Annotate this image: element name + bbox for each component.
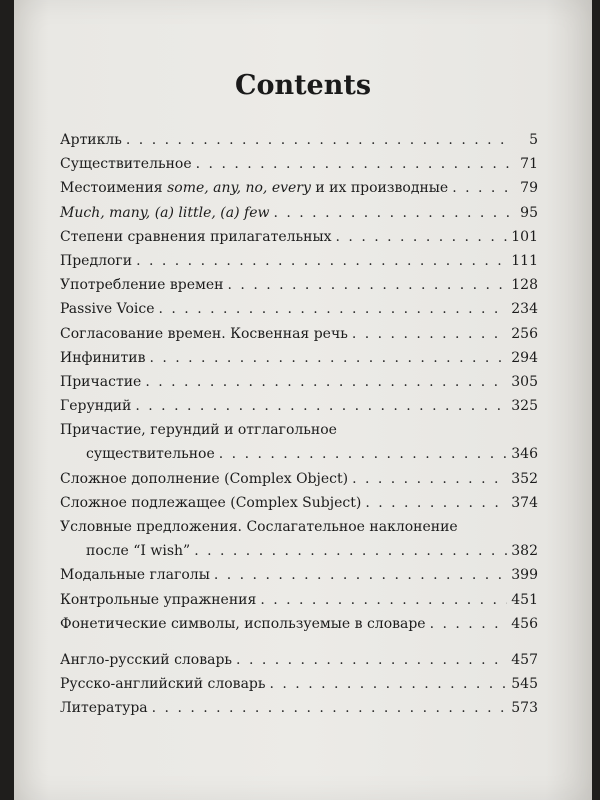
dot-leader bbox=[145, 370, 507, 394]
dot-leader bbox=[365, 491, 507, 515]
toc-entry bbox=[60, 225, 538, 249]
table-of-contents bbox=[60, 128, 538, 721]
toc-entry-title: Артикль bbox=[60, 132, 122, 148]
dot-leader bbox=[149, 346, 507, 370]
toc-entry-title: Герундий bbox=[60, 398, 132, 415]
toc-entry-title: Литература bbox=[60, 700, 148, 717]
toc-entry-page: 325 bbox=[511, 398, 538, 415]
dot-leader bbox=[152, 696, 508, 720]
toc-entry-page: 79 bbox=[520, 180, 538, 197]
toc-entry bbox=[60, 563, 538, 587]
toc-entry-page: 382 bbox=[511, 543, 538, 560]
dot-leader bbox=[194, 539, 507, 563]
dot-leader bbox=[236, 648, 507, 672]
toc-entry bbox=[60, 394, 538, 418]
toc-entry bbox=[60, 418, 538, 466]
toc-entry-page: 305 bbox=[511, 373, 538, 390]
toc-entry bbox=[60, 273, 538, 297]
toc-entry bbox=[60, 370, 538, 394]
toc-entry-title: Существительное bbox=[60, 156, 192, 173]
toc-entry bbox=[60, 612, 538, 636]
toc-entry-title: Контрольные упражнения bbox=[60, 591, 257, 608]
toc-entry-page: 128 bbox=[511, 277, 538, 294]
dot-leader bbox=[260, 588, 507, 612]
dot-leader bbox=[352, 467, 507, 491]
toc-entry-page: 374 bbox=[511, 494, 538, 511]
toc-entry-title: Предлоги bbox=[60, 252, 133, 269]
toc-entry-page: 352 bbox=[511, 470, 538, 487]
toc-entry-page: 5 bbox=[529, 132, 538, 148]
toc-entry bbox=[60, 176, 538, 200]
toc-entry bbox=[60, 648, 538, 672]
toc-entry bbox=[60, 467, 538, 491]
dot-leader bbox=[219, 442, 507, 466]
toc-entry-page: 346 bbox=[511, 446, 538, 463]
toc-entry-page: 95 bbox=[520, 204, 538, 221]
dot-leader bbox=[159, 297, 508, 321]
dot-leader bbox=[126, 128, 512, 152]
toc-entry-title-line2: существительное bbox=[86, 446, 215, 463]
toc-entry-title bbox=[60, 176, 448, 200]
toc-entry-page: 101 bbox=[511, 228, 538, 245]
toc-entry-page: 294 bbox=[511, 349, 538, 366]
toc-entry-page: 234 bbox=[511, 301, 538, 318]
toc-entry-title: Much, many, (a) little, (a) few bbox=[60, 204, 270, 221]
toc-entry-title: Англо-русский словарь bbox=[60, 651, 233, 668]
toc-entry-title-line1: Условные предложения. Сослагательное наклонение bbox=[60, 519, 458, 536]
toc-entry bbox=[60, 515, 538, 563]
toc-entry-page: 457 bbox=[511, 651, 538, 668]
toc-entry-title: Passive Voice bbox=[60, 301, 155, 318]
book-page bbox=[14, 0, 592, 800]
toc-entry-title: Причастие bbox=[60, 373, 142, 390]
toc-entry bbox=[60, 672, 538, 696]
toc-entry bbox=[60, 322, 538, 346]
section-gap bbox=[60, 636, 538, 648]
toc-entry-title: Сложное подлежащее (Complex Subject) bbox=[60, 494, 362, 511]
toc-entry bbox=[60, 201, 538, 225]
toc-entry bbox=[60, 491, 538, 515]
toc-entry-title: Модальные глаголы bbox=[60, 567, 210, 584]
toc-entry bbox=[60, 297, 538, 321]
toc-entry-page: 71 bbox=[520, 156, 538, 173]
toc-entry bbox=[60, 588, 538, 612]
toc-entry bbox=[60, 346, 538, 370]
toc-entry-page: 456 bbox=[511, 615, 538, 632]
dot-leader bbox=[336, 225, 508, 249]
toc-entry-title: Сложное дополнение (Complex Object) bbox=[60, 470, 349, 487]
toc-entry-title: Русско-английский словарь bbox=[60, 676, 266, 693]
toc-entry-title: Степени сравнения прилагательных bbox=[60, 228, 332, 245]
toc-entry-title-part: Местоимения bbox=[60, 180, 168, 197]
dot-leader bbox=[352, 322, 507, 346]
dot-leader bbox=[196, 152, 512, 176]
toc-entry-title-line2: после “I wish” bbox=[86, 543, 191, 560]
dot-leader bbox=[136, 249, 507, 273]
dot-leader bbox=[135, 394, 507, 418]
page-title: Contents bbox=[234, 70, 372, 101]
toc-entry-page: 399 bbox=[511, 567, 538, 584]
toc-entry-title: Употребление времен bbox=[60, 277, 224, 294]
toc-entry-page: 256 bbox=[511, 325, 538, 342]
dot-leader bbox=[273, 201, 512, 225]
toc-entry-page: 545 bbox=[511, 676, 538, 693]
toc-entry-page: 573 bbox=[511, 700, 538, 717]
toc-entry-page: 111 bbox=[511, 252, 538, 269]
toc-entry bbox=[60, 249, 538, 273]
dot-leader bbox=[270, 672, 508, 696]
dot-leader bbox=[430, 612, 508, 636]
toc-entry-title-part: и их производные bbox=[310, 180, 449, 197]
toc-entry-title-line1: Причастие, герундий и отглагольное bbox=[60, 422, 337, 439]
dot-leader bbox=[228, 273, 508, 297]
toc-entry-title: Фонетические символы, используемые в словаре bbox=[60, 615, 426, 632]
toc-entry-title: Инфинитив bbox=[60, 349, 146, 366]
toc-entry-title-italic: some, any, no, every bbox=[167, 180, 311, 197]
toc-entry bbox=[60, 128, 538, 152]
dot-leader bbox=[452, 176, 512, 200]
toc-entry-title: Согласование времен. Косвенная речь bbox=[60, 325, 348, 342]
dot-leader bbox=[214, 563, 507, 587]
toc-entry bbox=[60, 696, 538, 720]
toc-entry-page: 451 bbox=[511, 591, 538, 608]
toc-entry bbox=[60, 152, 538, 176]
